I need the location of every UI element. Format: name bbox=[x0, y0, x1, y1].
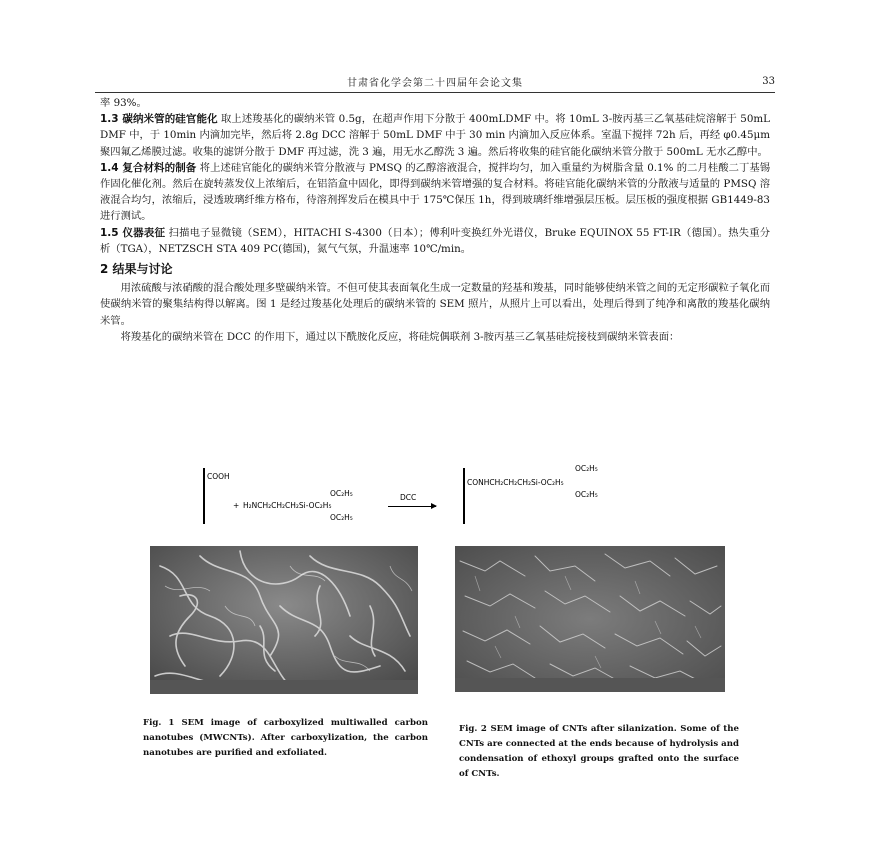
paragraph-1-3-text: 取上述羧基化的碳纳米管 0.5g，在超声作用下分散于 400mLDMF 中。将 10mL 3-胺丙基三乙氧基硅烷溶解于 50mL DMF 中，于 10min 内滴加完毕，然后将 2.8g DCC 溶解于 50mL DMF 中于 30 min 内滴加入反应体系。室温下搅拌 72h 后，再经 φ0.45μm 聚四氟乙烯膜过滤。收集的滤饼分散于 DMF 再过滤，洗 3 遍，用无水乙醇洗 3 遍。然后将收集的硅官能化碳纳米管分散于 500mL 无水乙醇中。 bbox=[100, 113, 770, 158]
heading-1-5: 1.5 仪器表征 bbox=[100, 226, 166, 239]
reaction-arrow bbox=[388, 506, 436, 507]
reaction-scheme bbox=[195, 466, 665, 530]
paragraph-1-5-text: 扫描电子显微镜（SEM），HITACHI S-4300（日本）；傅利叶变换红外光谱仪，Bruke EQUINOX 55 FT-IR（德国）。热失重分析（TGA），NETZSCH STA 409 PC(德国)，氮气气氛，升温速率 10℃/min。 bbox=[100, 226, 771, 255]
sem-image-fig2 bbox=[455, 546, 725, 692]
heading-1-4: 1.4 复合材料的制备 bbox=[100, 161, 197, 174]
amine-oc-bottom: OC₂H₅ bbox=[330, 513, 353, 522]
paragraph-1-4-text: 将上述硅官能化的碳纳米管分散液与 PMSQ 的乙醇溶液混合，搅拌均匀，加入重量约为树脂含量 0.1% 的二月桂酸二丁基锡作固化催化剂。然后在旋转蒸发仪上浓缩后，在铝箔盒中固化，即得到碳纳米管增强的复合材料。将硅官能化碳纳米管的分散液与适量的 PMSQ 溶液混合均匀，浓缩后，浸透玻璃纤维方格布，待溶剂挥发后在模具中于 175℃保压 1h，得到玻璃纤维增强层压板。层压板的强度根据 GB1449-83 进行测试。 bbox=[100, 161, 770, 223]
sem-scale-bar-fig2 bbox=[455, 678, 725, 692]
sem-scale-bar-fig1 bbox=[150, 680, 418, 694]
paragraph-results-1: 用浓硫酸与浓硝酸的混合酸处理多壁碳纳米管。不但可使其表面氧化生成一定数量的羟基和羧基，同时能够使纳米管之间的无定形碳粒子氧化而使碳纳米管的聚集结构得以解离。图 1 是经过羧基化处理后的碳纳米管的 SEM 照片，从照片上可以看出，处理后得到了纯净和离散的羧基化碳纳米管。 bbox=[100, 282, 770, 327]
paragraph-1-4 bbox=[100, 160, 770, 225]
body-text bbox=[100, 95, 770, 345]
product-formula: CONHCH₂CH₂CH₂Si-OC₂H₅ bbox=[467, 478, 564, 487]
amine-oc-top: OC₂H₅ bbox=[330, 489, 353, 498]
product-oc-top: OC₂H₅ bbox=[575, 464, 598, 473]
page-number: 33 bbox=[762, 76, 775, 87]
heading-1-3: 1.3 碳纳米管的硅官能化 bbox=[100, 113, 218, 126]
reagent-label: DCC bbox=[400, 493, 417, 502]
reactant-group: COOH bbox=[207, 472, 230, 481]
cnt-wall-left bbox=[203, 468, 205, 524]
paragraph-results-2: 将羧基化的碳纳米管在 DCC 的作用下，通过以下酰胺化反应，将硅烷偶联剂 3-胺丙基三乙氧基硅烷接枝到碳纳米管表面： bbox=[120, 330, 680, 343]
amine-formula: H₂NCH₂CH₂CH₂Si-OC₂H₅ bbox=[243, 501, 332, 510]
paragraph-1-5 bbox=[100, 225, 770, 257]
fig2-caption: Fig. 2 SEM image of CNTs after silanization. Some of the CNTs are connected at the ends because of hydrolysis and condensation of ethoxyl groups grafted onto the surface of CNTs. bbox=[459, 724, 739, 779]
sem-image-fig1 bbox=[150, 546, 418, 694]
section-2-heading: 2 结果与讨论 bbox=[100, 262, 173, 277]
paragraph-continuation: 率 93%。 bbox=[100, 97, 147, 109]
product-oc-bottom: OC₂H₅ bbox=[575, 490, 598, 499]
fig1-caption: Fig. 1 SEM image of carboxylized multiwalled carbon nanotubes (MWCNTs). After carboxylization, the carbon nanotubes are purified and exfoliated. bbox=[143, 718, 428, 758]
running-header bbox=[95, 74, 775, 93]
cnt-wall-right bbox=[463, 468, 465, 524]
journal-title: 甘肃省化学会第二十四届年会论文集 bbox=[347, 78, 523, 89]
sem-texture-fig1 bbox=[150, 546, 418, 694]
plus-sign: + bbox=[233, 501, 240, 510]
sem-texture-fig2 bbox=[455, 546, 725, 692]
paragraph-1-3 bbox=[100, 111, 770, 160]
